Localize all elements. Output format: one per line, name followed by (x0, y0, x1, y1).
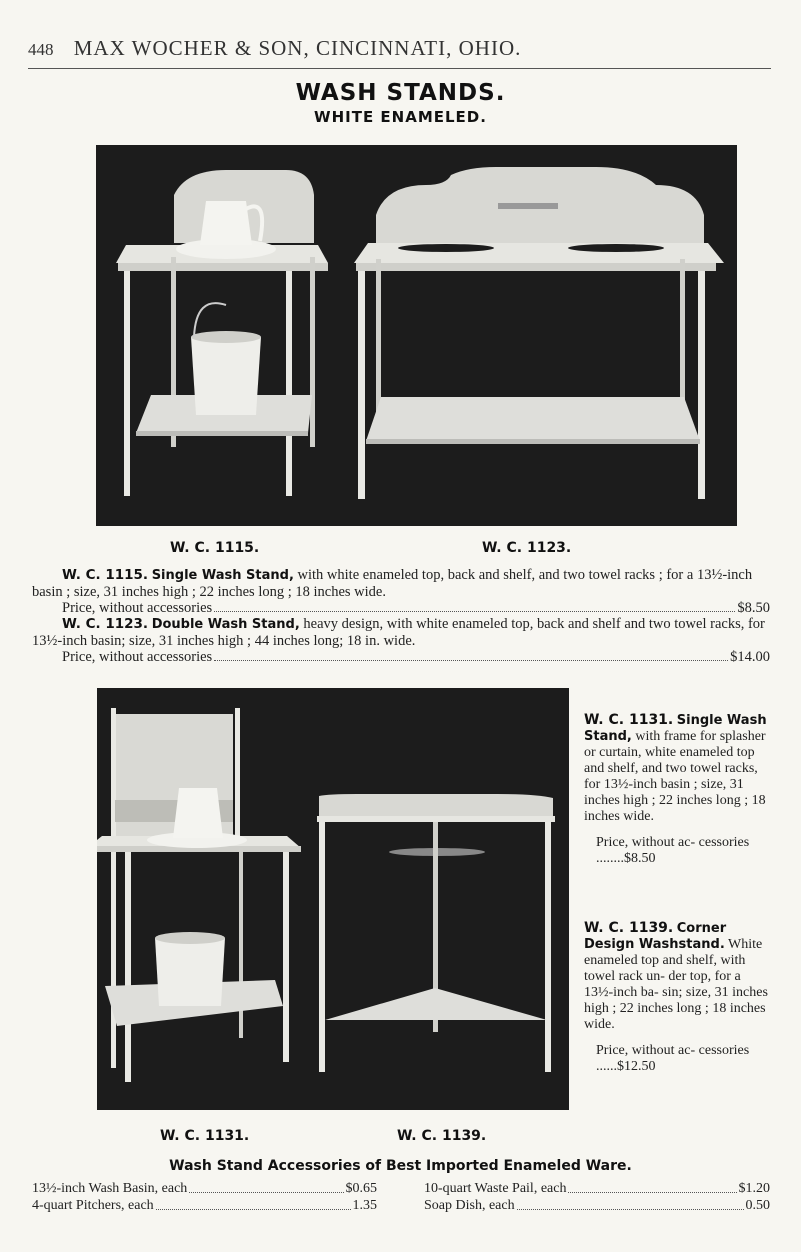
page-subtitle: WHITE ENAMELED. (314, 108, 487, 126)
price-line (62, 600, 770, 616)
accessory-price: 0.50 (745, 1198, 770, 1213)
item-name: Single Wash Stand, (151, 568, 294, 583)
item-code: W. C. 1131. (584, 712, 674, 728)
price-value: $12.50 (617, 1059, 656, 1074)
dot-leader (214, 649, 728, 661)
dot-leader (517, 1197, 744, 1210)
photo-wash-stands-1115-1123 (96, 145, 737, 526)
item-code: W. C. 1139. (584, 920, 674, 936)
dot-leader (189, 1180, 343, 1193)
accessories-list-right (424, 1180, 770, 1214)
price-label: Price, without ac- cessories (596, 1043, 750, 1058)
accessory-label: 13½-inch Wash Basin, each (32, 1181, 188, 1196)
accessories-list-left (32, 1180, 377, 1214)
accessory-price: $0.65 (345, 1181, 377, 1196)
price-label: Price, without ac- cessories (596, 835, 750, 850)
description-wc-1131 (584, 712, 770, 867)
caption-wc-1131: W. C. 1131. (160, 1128, 250, 1144)
item-name: Corner Design Washstand. (584, 921, 727, 952)
price-label: Price, without accessories (62, 649, 213, 665)
wash-stands-illustration (96, 145, 737, 526)
accessory-label: Soap Dish, each (424, 1198, 515, 1213)
item-name: Single Wash Stand, (584, 713, 767, 744)
price-value: $14.00 (730, 649, 770, 665)
header-rule (28, 68, 771, 69)
caption-wc-1123: W. C. 1123. (482, 540, 572, 556)
price-line (62, 649, 770, 665)
caption-wc-1139: W. C. 1139. (397, 1128, 487, 1144)
item-name: Double Wash Stand, (151, 617, 300, 632)
page-number: 448 (28, 40, 54, 59)
description-wc-1115 (32, 567, 770, 616)
photo-wash-stands-1131-1139 (97, 688, 569, 1110)
item-code: W. C. 1123. (62, 616, 149, 632)
item-text: with white enameled top, back and shelf, and two towel racks ; for a 13½-inch basin ; size, 31 inches high ; 22 inches long ; 18 inches wide. (32, 567, 753, 600)
accessory-item (424, 1197, 770, 1214)
accessory-label: 10-quart Waste Pail, each (424, 1181, 567, 1196)
price-dots: ........ (596, 851, 624, 866)
price-value: $8.50 (624, 851, 656, 866)
accessory-label: 4-quart Pitchers, each (32, 1198, 154, 1213)
description-wc-1123 (32, 616, 770, 665)
running-header (28, 36, 521, 61)
item-text: with frame for splasher or curtain, white enameled top and shelf, and two towel racks, for 13½-inch basin ; size, 31 inches high ; 22 inches long ; 18 inches wide. (584, 729, 766, 824)
item-text: heavy design, with white enameled top, back and shelf and two towel racks, for 13½-inch basin; size, 31 inches high ; 44 inches long; 18 in. wide. (32, 616, 765, 649)
accessory-item (32, 1180, 377, 1197)
accessory-price: $1.20 (738, 1181, 770, 1196)
accessory-item (32, 1197, 377, 1214)
dot-leader (156, 1197, 351, 1210)
item-text: White enameled top and shelf, with towel rack un- der top, for a 13½-inch ba- sin; size, 31 inches high ; 22 inches long ; 18 inches wide. (584, 937, 768, 1032)
dot-leader (568, 1180, 736, 1193)
page-title: WASH STANDS. (295, 80, 506, 106)
caption-wc-1115: W. C. 1115. (170, 540, 260, 556)
wash-stands-illustration (97, 688, 569, 1110)
item-code: W. C. 1115. (62, 567, 149, 583)
publisher-name: MAX WOCHER & SON, CINCINNATI, OHIO. (73, 36, 522, 60)
dot-leader (214, 600, 735, 612)
description-wc-1139 (584, 920, 770, 1075)
price-dots: ...... (596, 1059, 617, 1074)
price-label: Price, without accessories (62, 600, 213, 616)
accessories-title: Wash Stand Accessories of Best Imported Enameled Ware. (169, 1158, 632, 1174)
accessory-price: 1.35 (352, 1198, 377, 1213)
price-value: $8.50 (737, 600, 770, 616)
accessory-item (424, 1180, 770, 1197)
